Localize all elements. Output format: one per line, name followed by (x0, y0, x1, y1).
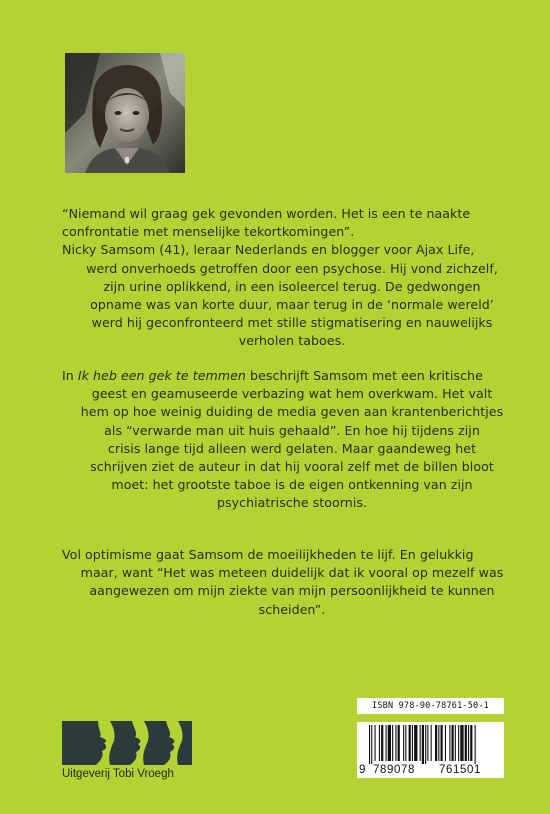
barcode-bar (395, 725, 396, 761)
barcode-digits (357, 762, 504, 778)
isbn-label: ISBN 978-90-78761-50-1 (357, 698, 504, 714)
barcode-bar (435, 725, 437, 761)
barcode-bar (441, 725, 443, 761)
barcode-bar (425, 725, 426, 764)
barcode (357, 722, 504, 778)
barcode-bar (475, 725, 476, 764)
barcode-bar (386, 725, 387, 761)
text-line: Vol optimisme gaat Samsom de moeilijkheden te lijf. En gelukkig (62, 547, 474, 562)
barcode-bar (398, 725, 400, 761)
barcode-bar (470, 725, 472, 761)
barcode-bar (465, 725, 467, 761)
barcode-bar (422, 725, 424, 764)
barcode-bar (445, 725, 446, 761)
text-line: werd onverhoeds getroffen door een psychose. Hij vond zichzelf, (86, 260, 498, 276)
text-line (62, 367, 522, 385)
barcode-bar (458, 725, 459, 761)
text-line: verholen taboes. (238, 333, 346, 349)
blurb-paragraph-3 (62, 546, 522, 619)
text-line: hem op hoe weinig duiding de media geven aan krantenberichtjes (80, 404, 504, 420)
barcode-bar (392, 725, 393, 761)
barcode-group-2: 761501 (439, 764, 481, 776)
text-intro: In (62, 368, 78, 383)
barcode-bar (414, 725, 417, 761)
barcode-bar (452, 725, 454, 761)
barcode-bar (403, 725, 404, 761)
barcode-bar (468, 725, 469, 761)
author-photo (65, 53, 185, 173)
text-line: “Niemand wil graag gek gevonden worden. Het is een te naakte (62, 206, 471, 221)
barcode-bar (381, 725, 383, 761)
text-line: maar, want “Het was meteen duidelijk dat ik vooral op mezelf was (80, 565, 504, 581)
text-line: Nicky Samsom (41), leraar Nederlands en blogger voor Ajax Life, (62, 242, 475, 258)
text-line: psychiatrische stoornis. (216, 495, 368, 511)
barcode-bar (412, 725, 413, 761)
text-after-title: beschrijft Samsom met een kritische (245, 368, 483, 383)
barcode-bar (438, 725, 439, 761)
text-line: zijn urine oplikkend, in een isoleercel terug. De gedwongen (103, 278, 481, 294)
text-line: scheiden”. (258, 601, 326, 617)
barcode-bars (357, 722, 504, 764)
barcode-bar (455, 725, 456, 761)
barcode-bar (369, 725, 370, 764)
barcode-bar (388, 725, 391, 761)
blurb-paragraph-2 (62, 367, 522, 513)
text-line: crisis lange tijd alleen werd gelaten. Maar gaandeweg het (107, 440, 477, 456)
blurb-paragraph-1 (62, 205, 522, 351)
text-line: aangewezen om mijn ziekte van mijn persoonlijkheid te kunnen (89, 583, 495, 599)
barcode-bar (431, 725, 432, 761)
text-line: geest en geamuseerde verbazing wat hem overkwam. Het valt (91, 386, 493, 402)
publisher-logo (62, 721, 195, 780)
barcode-bar (427, 725, 428, 761)
barcode-bar (409, 725, 411, 761)
text-line: confrontatie met menselijke tekortkomingen”. (62, 224, 355, 240)
author-portrait-image (65, 53, 185, 173)
barcode-bar (460, 725, 463, 761)
book-title: Ik heb een gek te temmen (77, 368, 246, 383)
text-line: als “verwarde man uit huis gehaald”. En hoe hij tijdens zijn (104, 422, 480, 438)
barcode-bar (449, 725, 450, 761)
text-line: schrijven ziet de auteur in dat hij vooral zelf met de billen bloot (90, 459, 494, 475)
barcode-bar (371, 725, 372, 764)
barcode-bar (375, 725, 376, 761)
publisher-logo-mark (62, 721, 192, 765)
text-line: werd hij geconfronteerd met stille stigmatisering en nauwelijks (91, 315, 493, 331)
publisher-name: Uitgeverij Tobi Vroegh (62, 768, 174, 780)
barcode-lead-digit: 9 (359, 764, 366, 776)
barcode-bar (379, 725, 380, 761)
profile-silhouettes-icon (62, 721, 192, 765)
barcode-bar (405, 725, 406, 761)
text-line: moet: het grootste taboe is de eigen ontkenning van zijn (111, 477, 473, 493)
barcode-bar (420, 725, 421, 761)
barcode-group-1: 789078 (373, 764, 415, 776)
text-line: opname was van korte duur, maar terug in de ‘normale wereld’ (90, 297, 494, 313)
